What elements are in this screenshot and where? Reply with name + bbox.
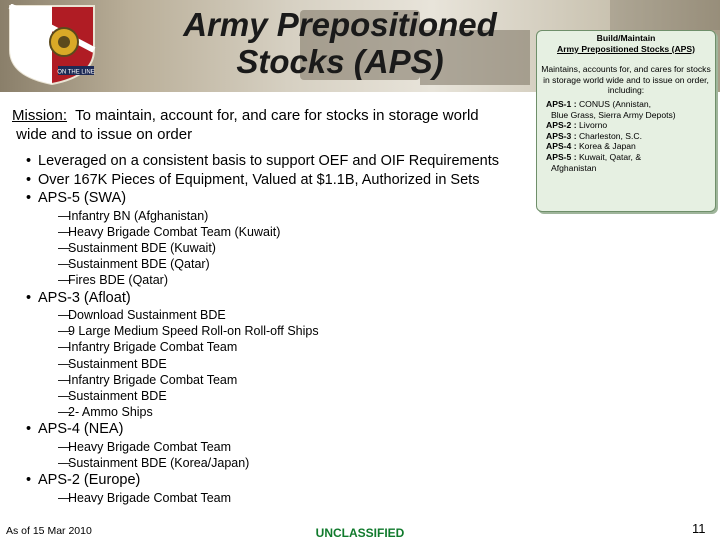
aps-key: APS-3 : (546, 130, 577, 141)
aps-location-item (546, 141, 715, 152)
dash-marker: — (58, 308, 71, 323)
sub-bullet-item (26, 404, 526, 420)
sub-bullet-text: 2- Ammo Ships (68, 405, 153, 420)
title-line-2: Stocks (APS) (236, 43, 444, 80)
sub-bullet-item (26, 240, 526, 256)
sub-bullet-text: Sustainment BDE (Qatar) (68, 257, 210, 272)
dash-marker: — (58, 439, 71, 454)
title-line-1: Army Prepositioned (183, 6, 497, 43)
sub-bullet-text: Sustainment BDE (Korea/Japan) (68, 456, 250, 471)
dash-marker: — (58, 257, 71, 272)
aps-location-item (546, 99, 715, 110)
bullet-item: • APS-3 (Afloat) (26, 289, 526, 308)
sub-bullet-text: Infantry BN (Afghanistan) (68, 208, 209, 223)
page-number: 11 (692, 521, 706, 536)
dash-marker: — (58, 490, 71, 505)
sub-bullet-item (26, 307, 526, 323)
dash-marker: — (58, 456, 71, 471)
sub-bullet-text: Heavy Brigade Combat Team (68, 439, 232, 454)
box-description: Maintains, accounts for, and cares for stocks in storage world wide and to issue on order, including: (541, 64, 711, 96)
sub-bullet-text: Heavy Brigade Combat Team (68, 490, 232, 505)
sub-bullet-text: Sustainment BDE (68, 356, 167, 371)
sub-bullet-item (26, 323, 526, 339)
bullet-item: • Over 167K Pieces of Equipment, Valued at $1.1B, Authorized in Sets (26, 171, 526, 190)
dash-marker: — (58, 324, 71, 339)
aps-key: APS-2 : (546, 120, 577, 131)
sub-bullet-text: Infantry Brigade Combat Team (68, 372, 238, 387)
sub-bullet-item (26, 224, 526, 240)
aps-value: Korea & Japan (578, 141, 636, 152)
bullet-item: • APS-2 (Europe) (26, 471, 526, 490)
bullet-item: • APS-5 (SWA) (26, 189, 526, 208)
box-heading: Build/Maintain (596, 33, 656, 43)
sub-bullet-item (26, 339, 526, 355)
aps-value: Livorno (578, 120, 608, 131)
aps-location-list (537, 99, 715, 173)
dash-marker: — (58, 389, 71, 404)
sub-bullet-item (26, 208, 526, 224)
box-subheading: Army Prepositioned Stocks (APS) (556, 43, 695, 54)
aps-location-item (546, 120, 715, 131)
aps-value: CONUS (Annistan, (578, 98, 652, 109)
bullet-item: • Leveraged on a consistent basis to support OEF and OIF Requirements (26, 152, 526, 171)
dash-marker: — (58, 340, 71, 355)
sub-bullet-text: Infantry Brigade Combat Team (68, 340, 238, 355)
dash-marker: — (58, 356, 71, 371)
aps-location-item (546, 131, 715, 142)
classification-label: UNCLASSIFIED (315, 526, 405, 540)
sub-bullet-text: 9 Large Medium Speed Roll-on Roll-off Ships (68, 324, 319, 339)
slide-title (150, 6, 530, 80)
dash-marker: — (58, 273, 71, 288)
mission-text: To maintain, account for, and care for stocks in storage world (75, 107, 479, 124)
sub-bullet-item (26, 256, 526, 272)
aps-value: Kuwait, Qatar, & (578, 151, 642, 162)
aps-value-continued: Afghanistan (551, 162, 597, 173)
sub-bullet-item (26, 272, 526, 288)
footer-date: As of 15 Mar 2010 (6, 525, 92, 537)
sub-bullet-item (26, 356, 526, 372)
dash-marker: — (58, 372, 71, 387)
vehicle-photo-shape (610, 0, 720, 30)
aps-value-continued: Blue Grass, Sierra Army Depots) (551, 109, 676, 120)
mission-statement (12, 106, 532, 144)
sub-bullet-text: Heavy Brigade Combat Team (Kuwait) (68, 224, 281, 239)
sub-bullet-item (26, 455, 526, 471)
dash-marker: — (58, 240, 71, 255)
aps-key: APS-1 : (546, 98, 577, 109)
sub-bullet-item (26, 372, 526, 388)
sub-bullet-item (26, 439, 526, 455)
sub-bullet-item (26, 388, 526, 404)
dash-marker: — (58, 224, 71, 239)
svg-text:ON THE LINE: ON THE LINE (57, 69, 95, 76)
aps-summary-box (536, 30, 716, 212)
mission-text-2: wide and to issue on order (16, 126, 193, 143)
sub-bullet-item (26, 490, 526, 506)
dash-marker: — (58, 405, 71, 420)
aps-location-item (546, 152, 715, 163)
mission-label: Mission: (12, 107, 68, 124)
bullet-list (26, 152, 526, 506)
aps-value: Charleston, S.C. (578, 130, 643, 141)
bullet-item: • APS-4 (NEA) (26, 420, 526, 439)
aps-key: APS-4 : (546, 141, 577, 152)
aps-key: APS-5 : (546, 151, 577, 162)
sub-bullet-text: Sustainment BDE (Kuwait) (68, 240, 216, 255)
dash-marker: — (58, 208, 71, 223)
sub-bullet-text: Download Sustainment BDE (68, 308, 226, 323)
sub-bullet-text: Fires BDE (Qatar) (68, 273, 169, 288)
army-shield-logo (6, 4, 98, 86)
sub-bullet-text: Sustainment BDE (68, 389, 167, 404)
